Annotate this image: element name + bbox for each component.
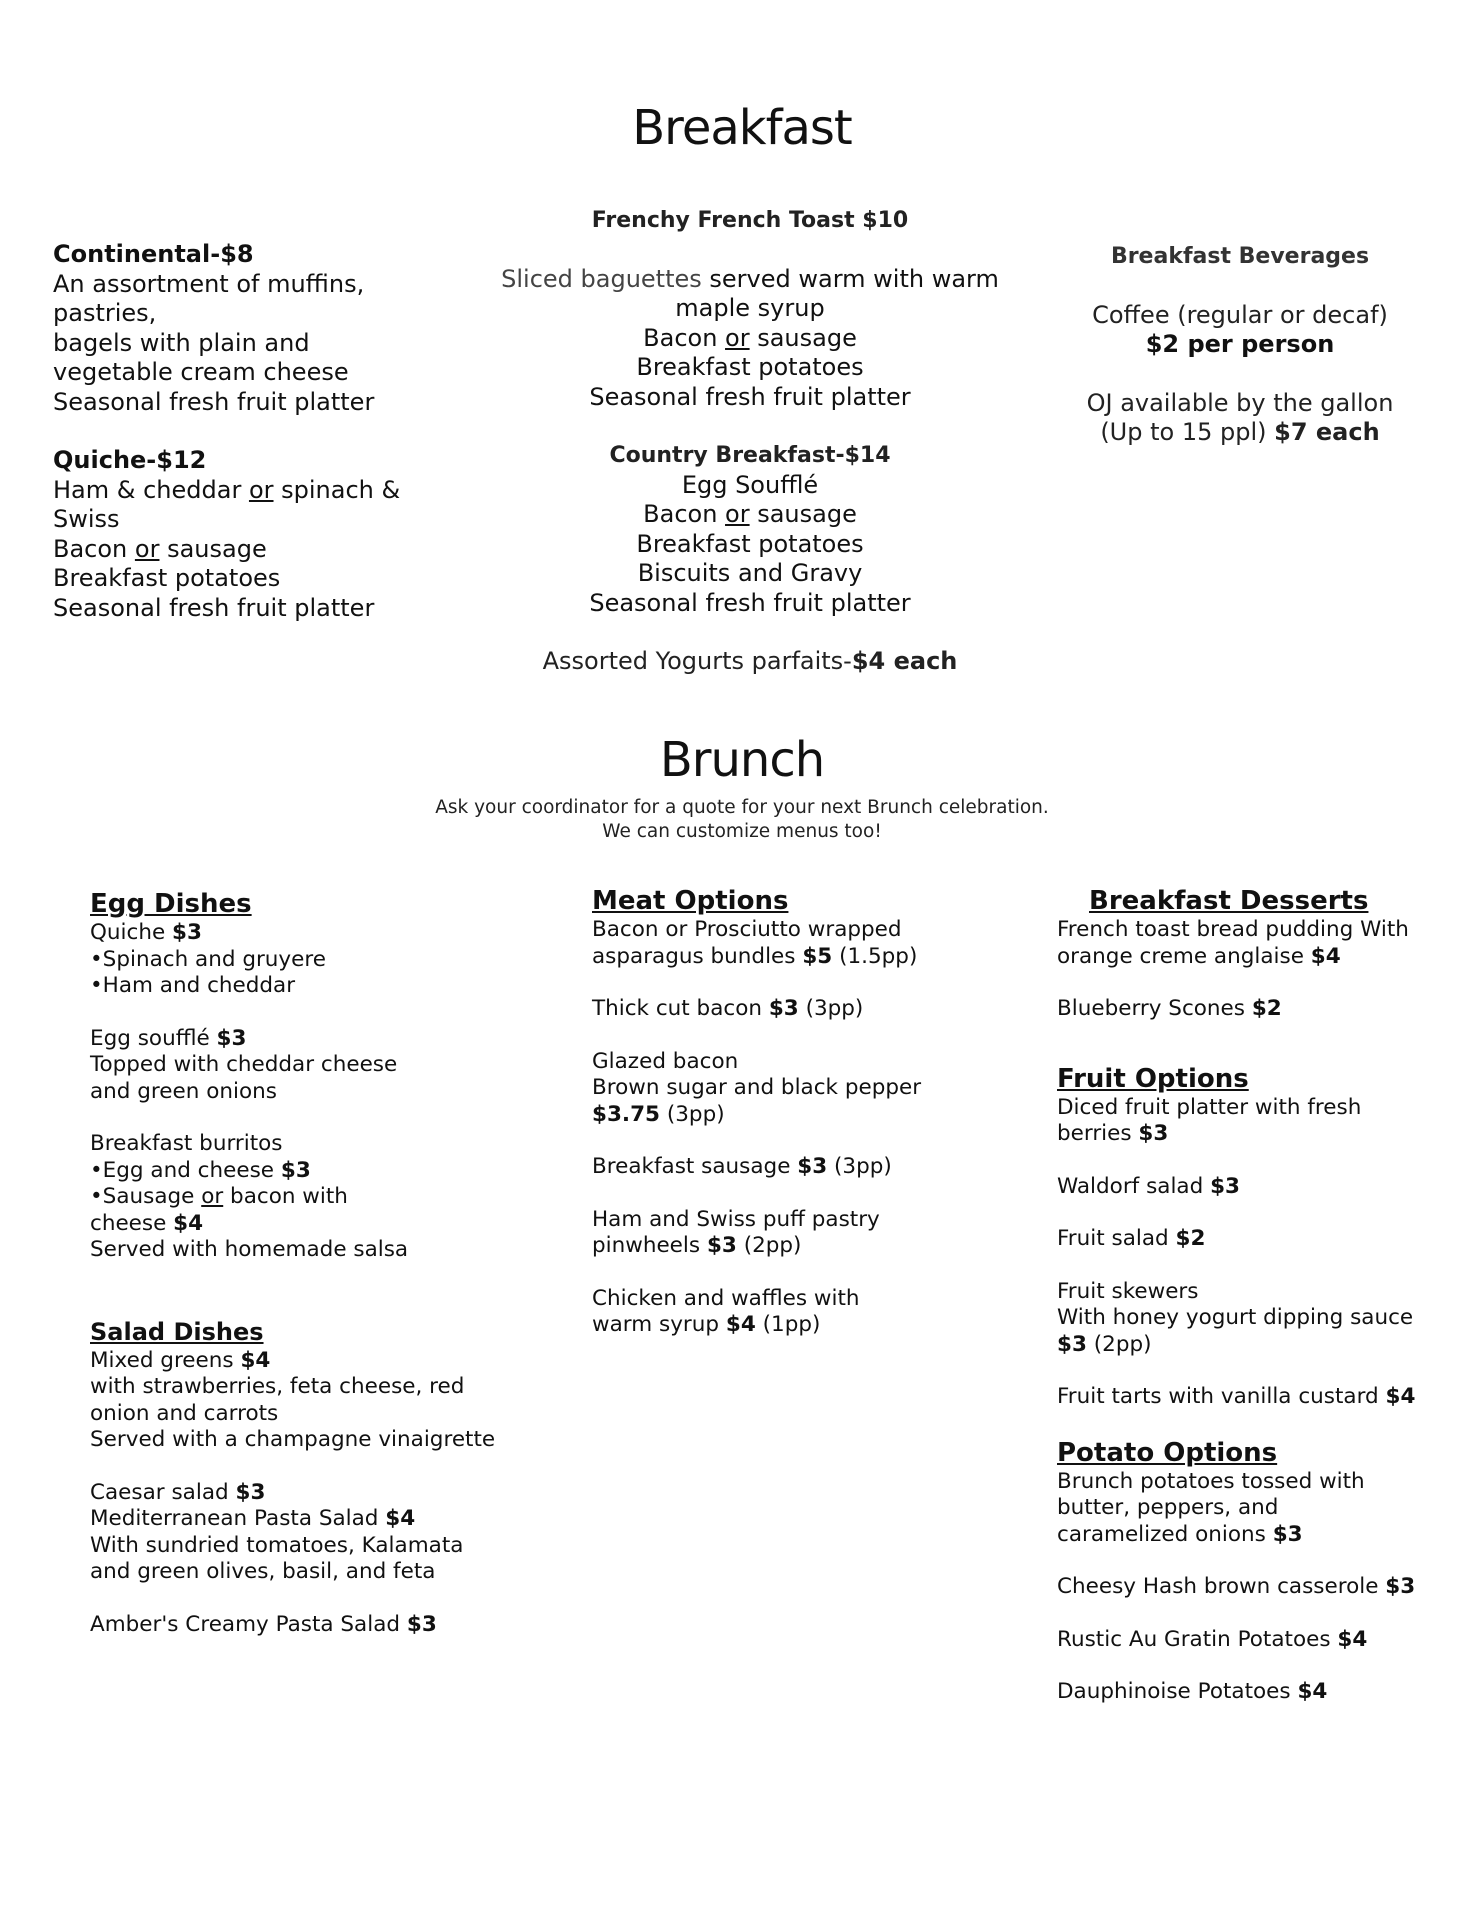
menu-item: $3 (2pp) [1057,1331,1152,1357]
country-line: Breakfast potatoes [636,529,864,558]
brunch-title: Brunch [659,732,825,788]
french-toast-line: maple syrup [675,294,825,322]
coffee-line: Coffee (regular or decaf) [1092,300,1388,329]
menu-item: Breakfast sausage $3 (3pp) [592,1154,892,1179]
continental-line: pastries, [53,299,157,327]
country-heading: Country Breakfast-$14 [609,443,891,468]
country-line: Egg Soufflé [681,470,819,499]
coffee-price: $2 per person [1145,330,1335,358]
menu-item: Waldorf salad $3 [1057,1173,1241,1199]
brunch-middle-column [592,885,1012,1339]
quiche-line: Breakfast potatoes [53,564,281,592]
menu-item-desc: Served with a champagne vinaigrette [90,1427,496,1452]
salad-dishes-heading: Salad Dishes [90,1317,264,1346]
continental-heading: Continental-$8 [53,240,254,268]
menu-item: Egg soufflé $3 [90,1025,247,1051]
menu-item-desc: Topped with cheddar cheese [90,1052,398,1077]
quiche-line: Swiss [53,505,120,533]
quiche-line: Seasonal fresh fruit platter [53,593,375,622]
continental-line: vegetable cream cheese [53,358,349,386]
menu-item: Amber's Creamy Pasta Salad $3 [90,1611,437,1637]
country-line: Seasonal fresh fruit platter [589,588,911,617]
menu-item: pinwheels $3 (2pp) [592,1233,802,1258]
menu-item-desc: onion and carrots [90,1400,279,1426]
menu-item-desc: with strawberries, feta cheese, red [90,1374,465,1399]
breakfast-title: Breakfast [632,100,852,156]
brunch-right-column [1057,885,1457,1706]
menu-item-desc: and green olives, basil, and feta [90,1559,436,1584]
continental-line: bagels with plain and [53,328,310,357]
continental-line: An assortment of muffins, [53,269,365,298]
french-toast-heading: Frenchy French Toast $10 [591,208,909,233]
brunch-subtitle-line: Ask your coordinator for a quote for your next Brunch celebration. [435,797,1049,818]
menu-item-option: •Ham and cheddar [90,973,296,998]
french-toast-line: Seasonal fresh fruit platter [589,382,911,411]
menu-item: berries $3 [1057,1121,1169,1146]
menu-item: Thick cut bacon $3 (3pp) [592,996,864,1021]
menu-item-desc: Served with homemade salsa [90,1237,409,1262]
menu-item-option: •Spinach and gruyere [90,946,326,972]
menu-item: orange creme anglaise $4 [1057,943,1341,969]
oj-detail-line: (Up to 15 ppl) $7 each [1100,418,1380,446]
brunch-subtitle [0,796,1484,844]
quiche-line: Bacon or sausage [53,534,267,563]
menu-item: Diced fruit platter with fresh [1057,1094,1362,1120]
menu-item: butter, peppers, and [1057,1495,1279,1520]
country-line: Bacon or sausage [643,500,857,528]
beverages-heading: Breakfast Beverages [1110,244,1370,269]
menu-item-desc: With sundried tomatoes, Kalamata [90,1532,464,1558]
menu-item: Dauphinoise Potatoes $4 [1057,1679,1328,1704]
french-toast-line: Breakfast potatoes [636,353,864,381]
menu-item: Fruit skewers [1057,1278,1199,1304]
menu-item: Cheesy Hash brown casserole $3 [1057,1574,1416,1599]
potato-options-heading: Potato Options [1057,1437,1278,1468]
quiche-heading: Quiche-$12 [53,446,207,474]
breakfast-middle-column [450,206,1050,677]
menu-item-desc: and green onions [90,1078,277,1104]
menu-item: Fruit tarts with vanilla custard $4 [1057,1384,1416,1409]
french-toast-line: Sliced baguettes served warm with warm [501,264,999,293]
menu-item: caramelized onions $3 [1057,1521,1303,1547]
menu-item: Mixed greens $4 [90,1347,271,1373]
egg-dishes-heading: Egg Dishes [90,889,252,919]
menu-item: Bacon or Prosciutto wrapped [592,917,902,942]
menu-item: Ham and Swiss puff pastry [592,1206,880,1232]
menu-item-desc: Brown sugar and black pepper [592,1075,922,1100]
menu-item: Rustic Au Gratin Potatoes $4 [1057,1626,1368,1652]
menu-item: warm syrup $4 (1pp) [592,1312,821,1337]
country-line: Biscuits and Gravy [637,559,863,587]
menu-item: Mediterranean Pasta Salad $4 [90,1506,416,1531]
menu-item-option: •Egg and cheese $3 [90,1157,311,1183]
quiche-line: Ham & cheddar or spinach & [53,475,401,504]
breakfast-beverages-column [1040,242,1440,448]
meat-options-heading: Meat Options [592,886,789,916]
menu-item: $3.75 (3pp) [592,1101,725,1127]
menu-item: Glazed bacon [592,1048,739,1074]
menu-item: Caesar salad $3 [90,1479,266,1505]
menu-item-desc: With honey yogurt dipping sauce [1057,1305,1414,1330]
menu-item: Brunch potatoes tossed with [1057,1468,1365,1494]
menu-item: Fruit salad $2 [1057,1226,1206,1251]
breakfast-left-column [53,240,433,623]
menu-item: French toast bread pudding With [1057,917,1409,942]
menu-item: Breakfast burritos [90,1131,283,1156]
yogurt-line: Assorted Yogurts parfaits-$4 each [542,647,958,675]
menu-item-option: •Sausage or bacon with [90,1184,348,1209]
menu-item: Blueberry Scones $2 [1057,996,1282,1021]
menu-item-option: cheese $4 [90,1210,204,1236]
continental-line: Seasonal fresh fruit platter [53,387,375,416]
oj-line: OJ available by the gallon [1086,388,1394,417]
menu-item: Quiche $3 [90,920,202,945]
fruit-options-heading: Fruit Options [1057,1063,1249,1094]
menu-item: Chicken and waffles with [592,1285,860,1311]
menu-item: asparagus bundles $5 (1.5pp) [592,943,918,969]
breakfast-desserts-heading: Breakfast Desserts [1089,886,1369,916]
brunch-left-column [90,888,530,1638]
brunch-subtitle-line: We can customize menus too! [602,821,882,842]
french-toast-line: Bacon or sausage [643,323,857,352]
